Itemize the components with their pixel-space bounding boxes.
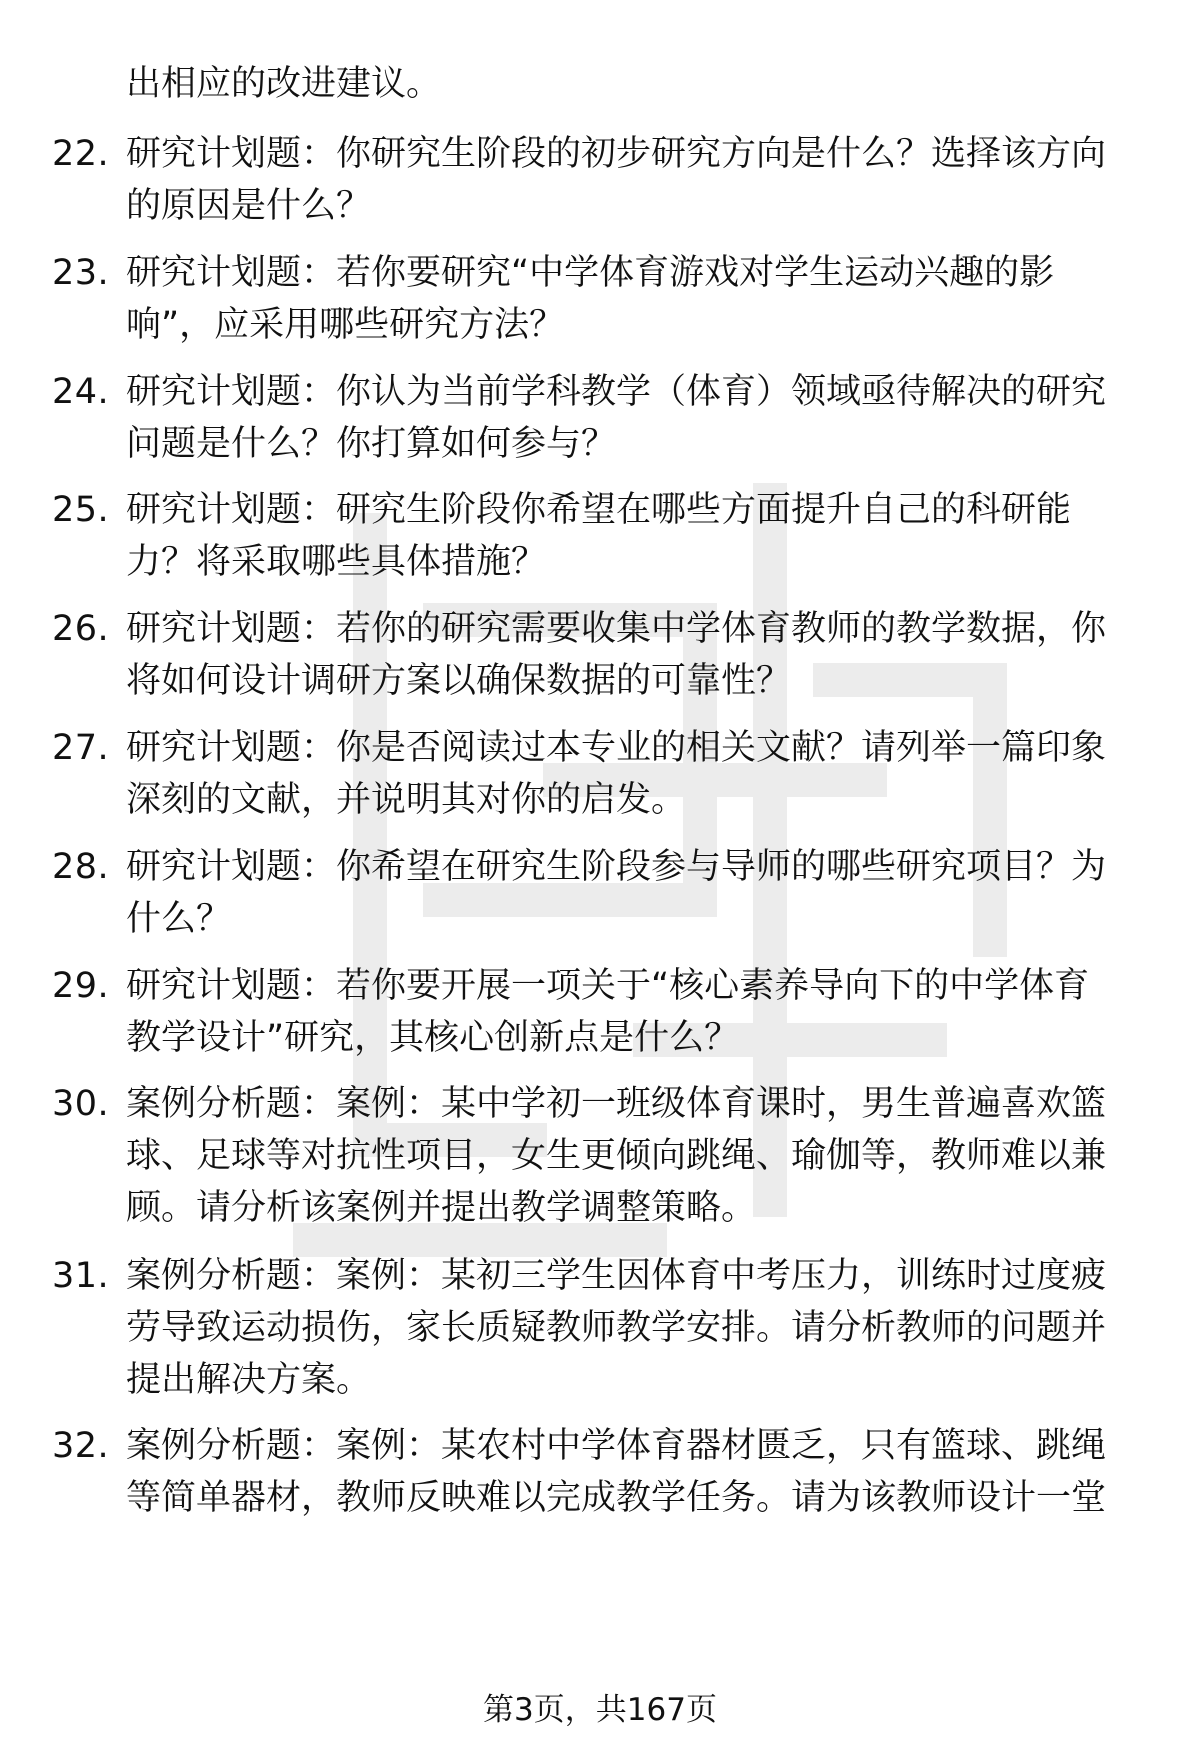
question-line: 案例分析题：案例：某初三学生因体育中考压力，训练时过度疲 (126, 1256, 1107, 1296)
question-line: 研究计划题：你希望在研究生阶段参与导师的哪些研究项目？为 (126, 847, 1107, 887)
question-number: 32. (52, 1426, 110, 1466)
question-line: 顾。请分析该案例并提出教学调整策略。 (126, 1188, 757, 1228)
question-text (126, 247, 1136, 351)
question-text (126, 484, 1136, 588)
page-footer: 第3页，共167页 (483, 1692, 717, 1728)
question-line: 案例分析题：案例：某农村中学体育器材匮乏，只有篮球、跳绳 (126, 1426, 1107, 1466)
question-line: 教学设计”研究，其核心创新点是什么？ (126, 1018, 740, 1058)
question-text (126, 366, 1136, 470)
question-item-27 (52, 722, 1152, 826)
question-text (126, 722, 1136, 826)
question-line: 问题是什么？你打算如何参与？ (126, 424, 617, 464)
question-line: 研究计划题：若你的研究需要收集中学体育教师的教学数据，你 (126, 609, 1107, 649)
question-line: 研究计划题：你认为当前学科教学（体育）领域亟待解决的研究 (126, 372, 1107, 412)
question-number: 27. (52, 728, 110, 768)
question-text (126, 960, 1136, 1064)
question-line: 案例分析题：案例：某中学初一班级体育课时，男生普遍喜欢篮 (126, 1084, 1107, 1124)
question-item-32 (52, 1420, 1152, 1524)
question-line: 响”，应采用哪些研究方法？ (126, 305, 565, 345)
question-line: 什么？ (126, 899, 232, 939)
continuation-line: 出相应的改进建议。 (126, 64, 442, 104)
question-number: 23. (52, 253, 110, 293)
question-text (126, 1250, 1136, 1406)
question-line: 研究计划题：若你要开展一项关于“核心素养导向下的中学体育 (126, 966, 1090, 1006)
question-text (126, 603, 1136, 707)
question-number: 28. (52, 847, 110, 887)
question-line: 研究计划题：若你要研究“中学体育游戏对学生运动兴趣的影 (126, 253, 1055, 293)
question-text (126, 128, 1136, 232)
question-item-31 (52, 1250, 1152, 1406)
question-line: 劳导致运动损伤，家长质疑教师教学安排。请分析教师的问题并 (126, 1308, 1107, 1348)
question-line: 研究计划题：你是否阅读过本专业的相关文献？请列举一篇印象 (126, 728, 1107, 768)
question-number: 25. (52, 490, 110, 530)
question-number: 31. (52, 1256, 110, 1296)
question-text (126, 1078, 1136, 1234)
question-line: 等简单器材，教师反映难以完成教学任务。请为该教师设计一堂 (126, 1478, 1107, 1518)
question-line: 力？将采取哪些具体措施？ (126, 542, 547, 582)
question-item-30 (52, 1078, 1152, 1234)
question-item-29 (52, 960, 1152, 1064)
question-line: 提出解决方案。 (126, 1360, 372, 1400)
question-line: 球、足球等对抗性项目，女生更倾向跳绳、瑜伽等，教师难以兼 (126, 1136, 1107, 1176)
question-number: 30. (52, 1084, 110, 1124)
question-line: 研究计划题：研究生阶段你希望在哪些方面提升自己的科研能 (126, 490, 1072, 530)
question-number: 22. (52, 134, 110, 174)
question-number: 26. (52, 609, 110, 649)
question-number: 24. (52, 372, 110, 412)
question-text (126, 841, 1136, 945)
question-line: 的原因是什么？ (126, 186, 372, 226)
question-item-28 (52, 841, 1152, 945)
question-line: 深刻的文献，并说明其对你的启发。 (126, 780, 687, 820)
question-line: 将如何设计调研方案以确保数据的可靠性？ (126, 661, 792, 701)
question-text (126, 1420, 1136, 1524)
question-item-25 (52, 484, 1152, 588)
question-item-22 (52, 128, 1152, 232)
question-item-23 (52, 247, 1152, 351)
question-line: 研究计划题：你研究生阶段的初步研究方向是什么？选择该方向 (126, 134, 1107, 174)
question-number: 29. (52, 966, 110, 1006)
question-item-24 (52, 366, 1152, 470)
question-item-26 (52, 603, 1152, 707)
